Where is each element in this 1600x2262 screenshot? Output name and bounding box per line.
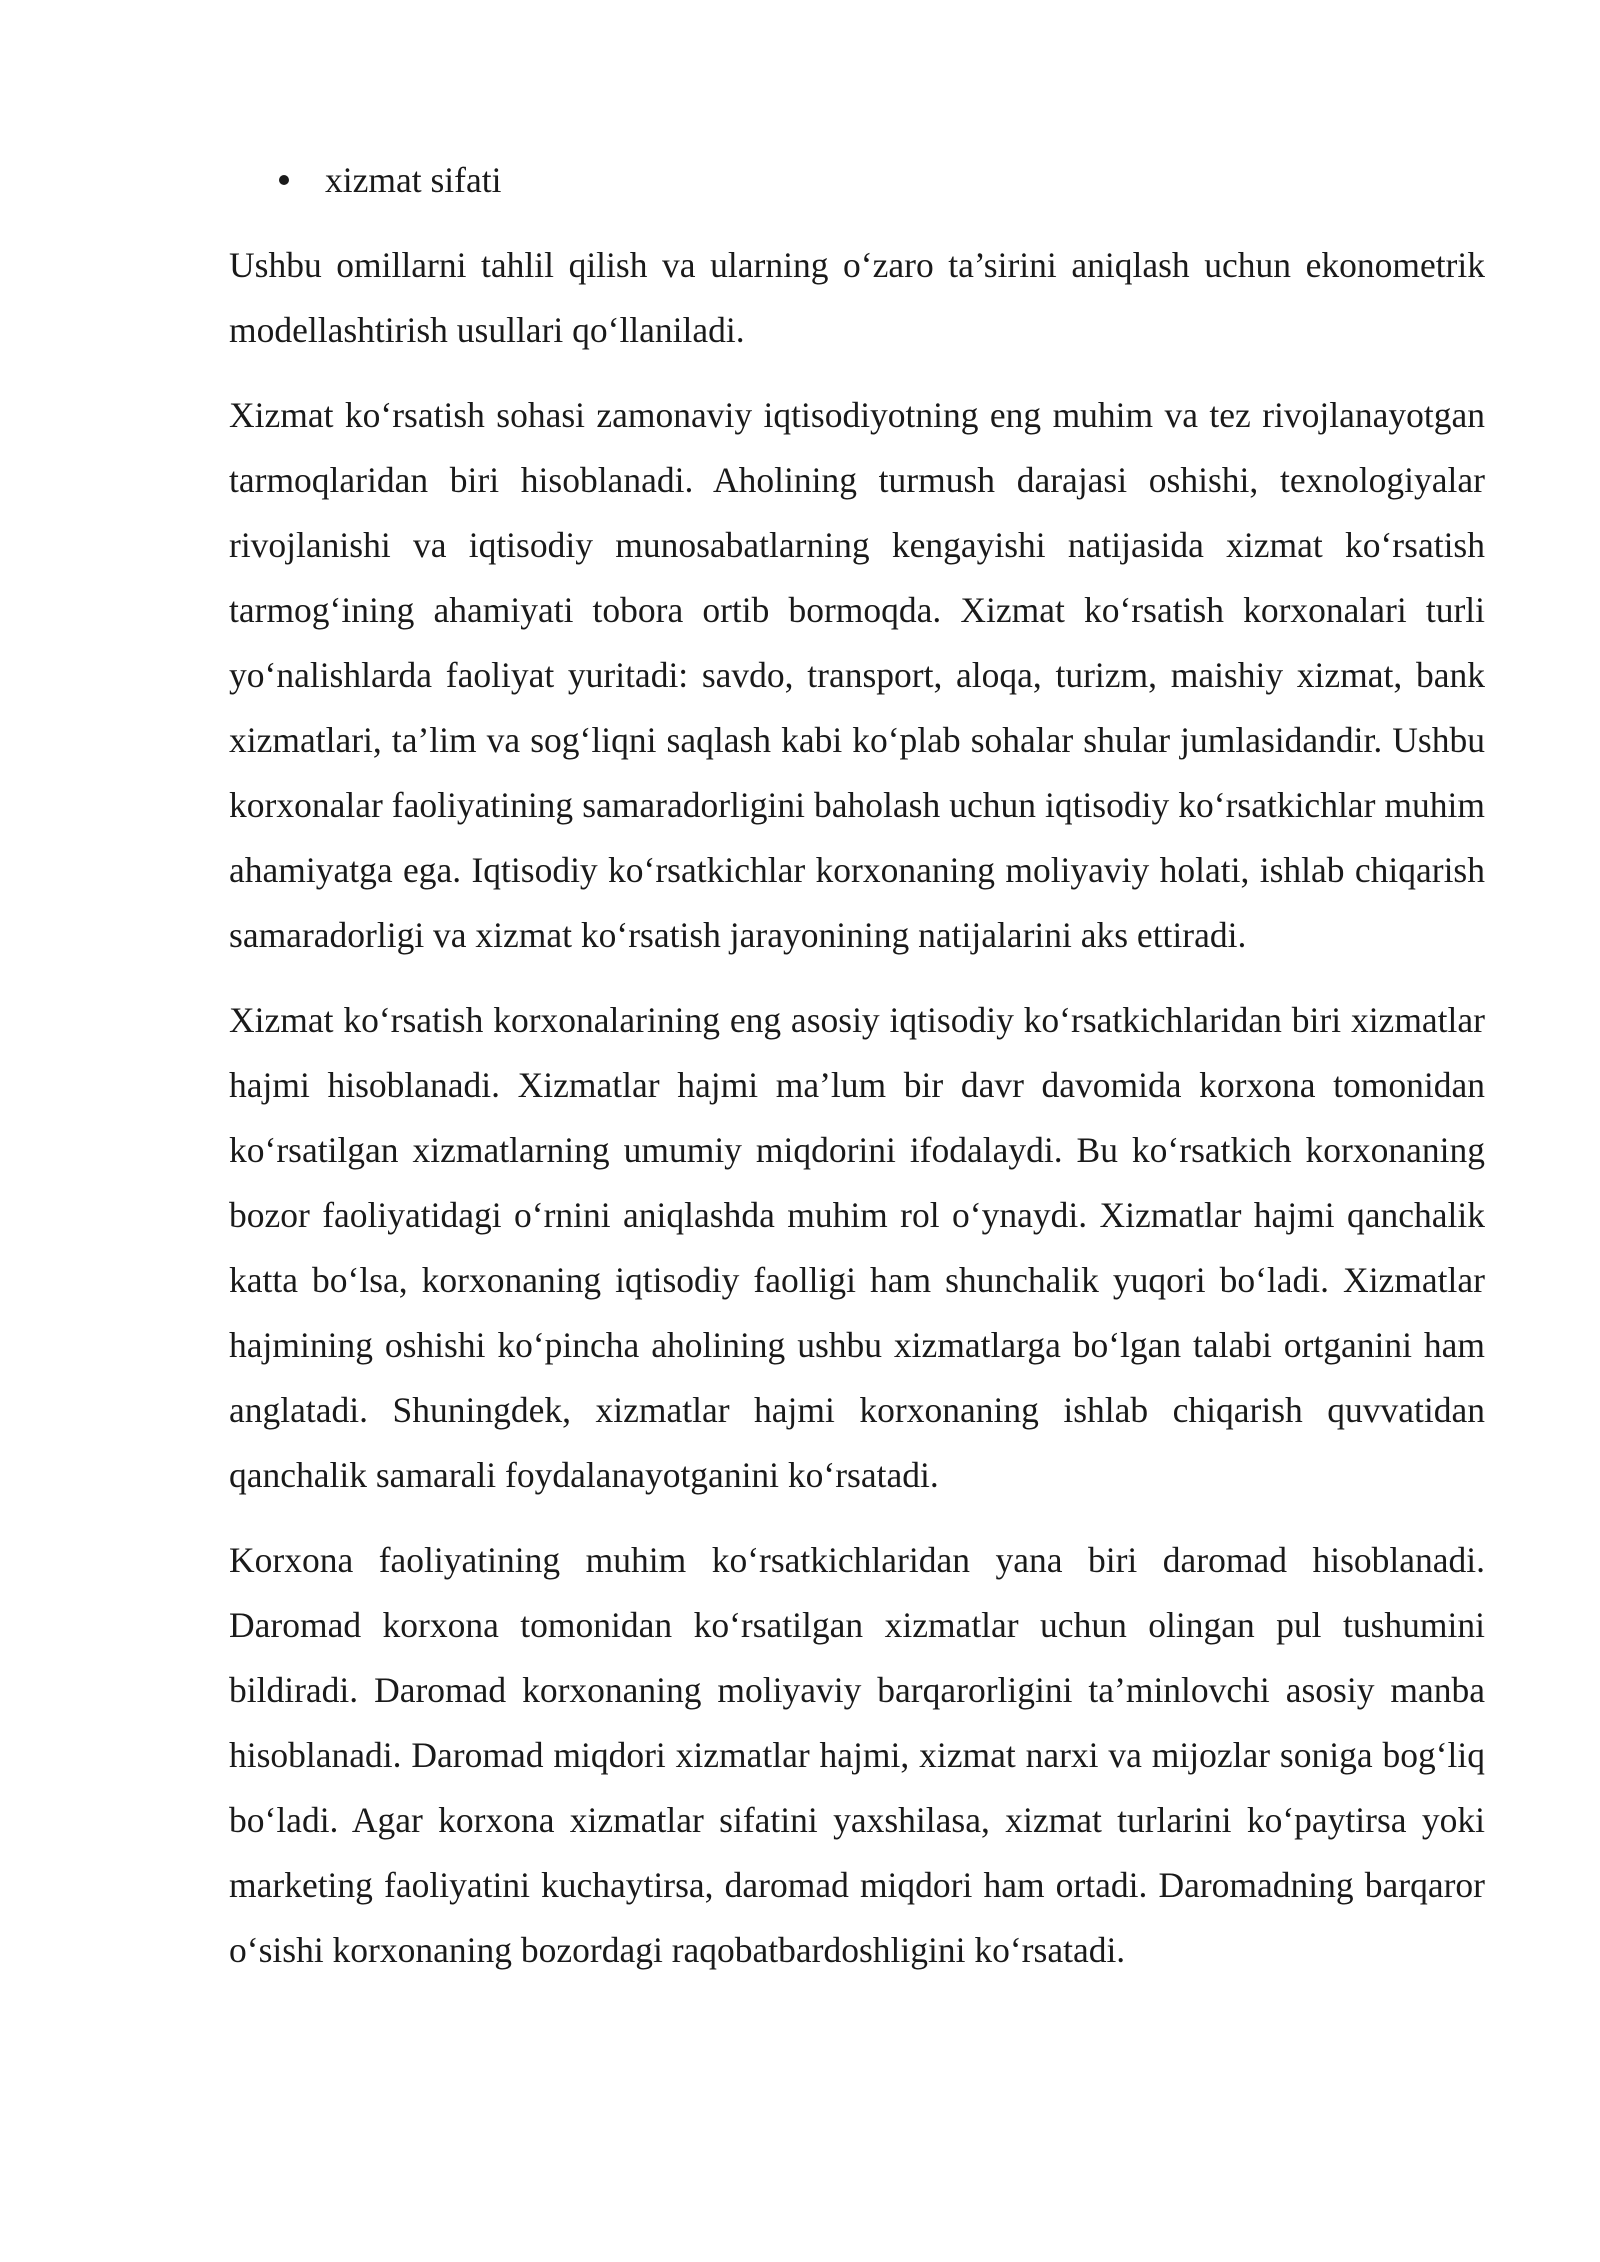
- document-body: [229, 148, 1485, 2003]
- paragraph-service-volume: Xizmat ko‘rsatish korxonalarining eng asosiy iqtisodiy ko‘rsatkichlaridan biri xizmatlar hajmi hisoblanadi. Xizmatlar hajmi ma’lum bir davr davomida korxona tomonidan ko‘rsatilgan xizmatlarning umumiy miqdorini ifodalaydi. Bu ko‘rsatkich korxonaning bozor faoliyatidagi o‘rnini aniqlashda muhim rol o‘ynaydi. Xizmatlar hajmi qanchalik katta bo‘lsa, korxonaning iqtisodiy faolligi ham shunchalik yuqori bo‘ladi. Xizmatlar hajmining oshishi ko‘pincha aholining ushbu xizmatlarga bo‘lgan talabi ortganini ham anglatadi. Shuningdek, xizmatlar hajmi korxonaning ishlab chiqarish quvvatidan qanchalik samarali foydalanayotganini ko‘rsatadi.: [229, 1000, 1485, 1495]
- bullet-list: [229, 148, 1485, 213]
- bullet-item: [229, 148, 1485, 213]
- bullet-dot-icon: [279, 175, 289, 185]
- paragraph-econometric-methods: Ushbu omillarni tahlil qilish va ularning o‘zaro ta’sirini aniqlash uchun ekonometrik modellashtirish usullari qo‘llaniladi.: [229, 245, 1485, 350]
- bullet-item-text: xizmat sifati: [325, 160, 502, 200]
- paragraph-revenue: Korxona faoliyatining muhim ko‘rsatkichlaridan yana biri daromad hisoblanadi. Daromad korxona tomonidan ko‘rsatilgan xizmatlar uchun olingan pul tushumini bildiradi. Daromad korxonaning moliyaviy barqarorligini ta’minlovchi asosiy manba hisoblanadi. Daromad miqdori xizmatlar hajmi, xizmat narxi va mijozlar soniga bog‘liq bo‘ladi. Agar korxona xizmatlar sifatini yaxshilasa, xizmat turlarini ko‘paytirsa yoki marketing faoliyatini kuchaytirsa, daromad miqdori ham ortadi. Daromadning barqaror o‘sishi korxonaning bozordagi raqobatbardoshligini ko‘rsatadi.: [229, 1540, 1485, 1970]
- paragraph-service-sector: Xizmat ko‘rsatish sohasi zamonaviy iqtisodiyotning eng muhim va tez rivojlanayotgan tarmoqlaridan biri hisoblanadi. Aholining turmush darajasi oshishi, texnologiyalar rivojlanishi va iqtisodiy munosabatlarning kengayishi natijasida xizmat ko‘rsatish tarmog‘ining ahamiyati tobora ortib bormoqda. Xizmat ko‘rsatish korxonalari turli yo‘nalishlarda faoliyat yuritadi: savdo, transport, aloqa, turizm, maishiy xizmat, bank xizmatlari, ta’lim va sog‘liqni saqlash kabi ko‘plab sohalar shular jumlasidandir. Ushbu korxonalar faoliyatining samaradorligini baholash uchun iqtisodiy ko‘rsatkichlar muhim ahamiyatga ega. Iqtisodiy ko‘rsatkichlar korxonaning moliyaviy holati, ishlab chiqarish samaradorligi va xizmat ko‘rsatish jarayonining natijalarini aks ettiradi.: [229, 395, 1485, 955]
